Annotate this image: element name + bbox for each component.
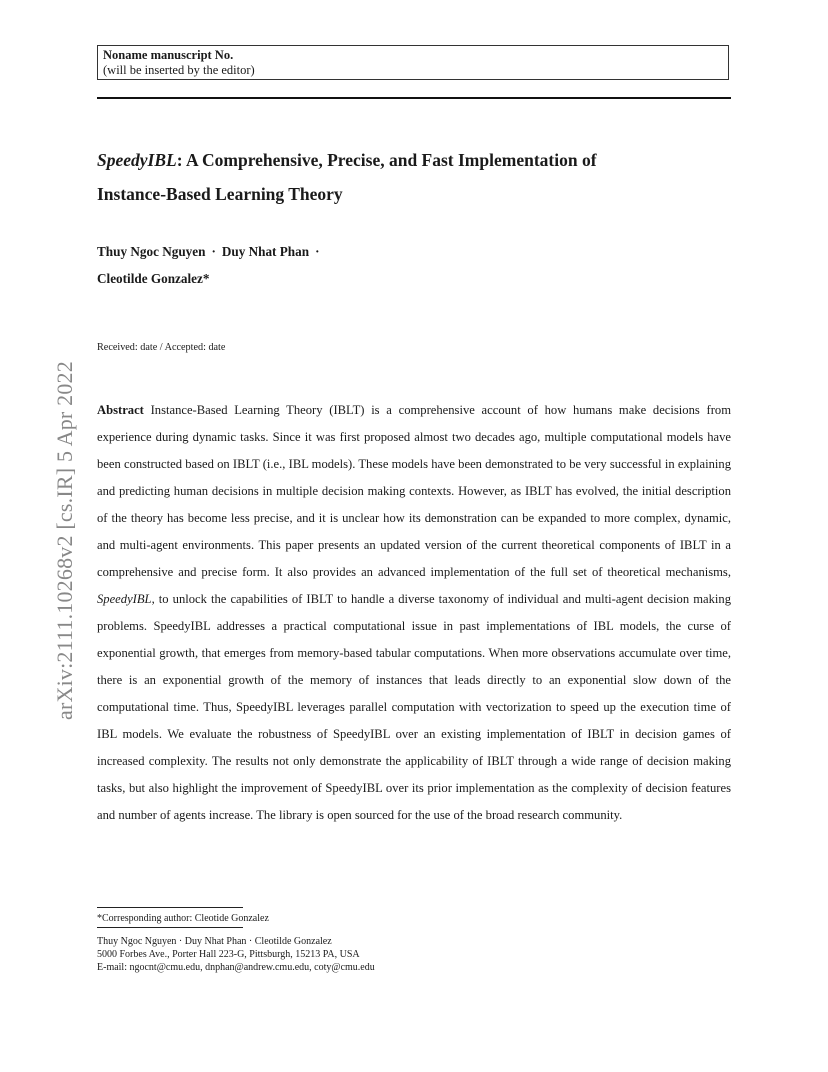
abstract-text-part1: Instance-Based Learning Theory (IBLT) is a comprehensive account of how humans make decisions from experience during dynamic tasks. Since it was first proposed almost two decades ago, multiple computational models have been constructed based on IBLT (i.e., IBL models). These models have been demonstrated to be very successful in explaining and predicting human decisions in multiple decision making contexts. However, as IBLT has evolved, the initial description of the theory has become less precise, and it is unclear how its demonstration can be expanded to more complex, dynamic, and multi-agent environments. This paper presents an updated version of the current theoretical components of IBLT in a comprehensive and precise form. It also provides an advanced implementation of the full set of theoretical mechanisms, <box>97 403 731 579</box>
author-1: Thuy Ngoc Nguyen <box>97 244 206 259</box>
paper-title <box>97 143 747 211</box>
affiliation-email: E-mail: ngocnt@cmu.edu, dnphan@andrew.cmu.edu, coty@cmu.edu <box>97 962 375 973</box>
author-3: Cleotilde Gonzalez* <box>97 271 210 286</box>
author-separator: · <box>211 244 216 259</box>
received-date: Received: date / Accepted: date <box>97 342 226 353</box>
manuscript-number-label: Noname manuscript No. <box>103 48 234 62</box>
abstract <box>97 397 731 829</box>
title-italic-part: SpeedyIBL <box>97 150 177 170</box>
affiliation-block <box>97 935 375 974</box>
author-list <box>97 238 497 292</box>
abstract-heading: Abstract <box>97 403 144 417</box>
abstract-text-part2: , to unlock the capabilities of IBLT to handle a diverse taxonomy of individual and multi-agent decision making problems. SpeedyIBL addresses a practical computational issue in past implementations of IBL models, the curse of exponential growth, that emerges from memory-based tabular computations. When more observations accumulate over time, there is an exponential growth of the memory of instances that leads directly to an exponential slow down of the computational time. Thus, SpeedyIBL leverages parallel computation with vectorization to speed up the execution time of IBL models. We evaluate the robustness of SpeedyIBL over an existing implementation of IBLT in decision games of increased complexity. The results not only demonstrate the applicability of IBLT through a wide range of decision making tasks, but also highlight the improvement of SpeedyIBL over its prior implementation as the complexity of decision features and number of agents increase. The library is open sourced for the use of the broad research community. <box>97 592 731 822</box>
affiliation-address: 5000 Forbes Ave., Porter Hall 223-G, Pittsburgh, 15213 PA, USA <box>97 949 360 960</box>
header-rule <box>97 97 731 99</box>
arxiv-identifier: arXiv:2111.10268v2 [cs.IR] 5 Apr 2022 <box>52 361 77 720</box>
title-line2: Instance-Based Learning Theory <box>97 184 343 204</box>
author-separator: · <box>315 244 320 259</box>
affiliation-rule <box>97 927 243 928</box>
author-2: Duy Nhat Phan <box>221 244 310 259</box>
abstract-italic-term: SpeedyIBL <box>97 592 152 606</box>
affiliation-names: Thuy Ngoc Nguyen · Duy Nhat Phan · Cleotilde Gonzalez <box>97 936 332 947</box>
editor-note: (will be inserted by the editor) <box>103 63 255 77</box>
corresponding-author-footnote: *Corresponding author: Cleotide Gonzalez <box>97 913 269 924</box>
title-line1-rest: : A Comprehensive, Precise, and Fast Implementation of <box>176 150 597 170</box>
manuscript-number-box <box>97 45 729 80</box>
footnote-rule <box>97 907 243 908</box>
